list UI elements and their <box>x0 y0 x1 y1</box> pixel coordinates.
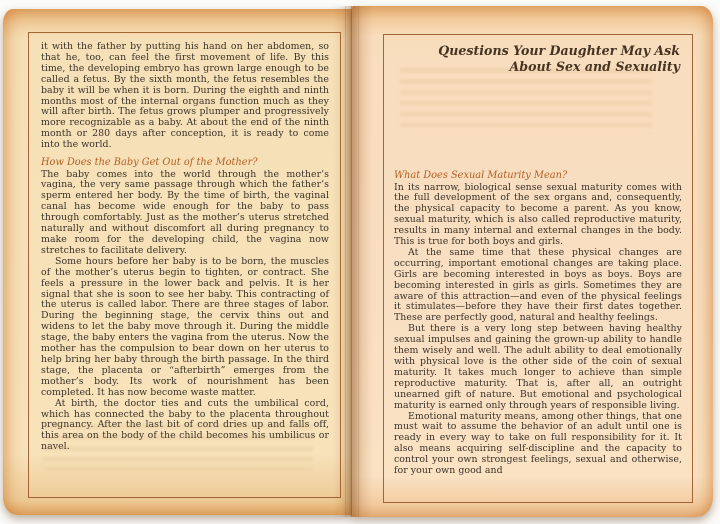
running-header-line: Questions Your Daughter May Ask <box>438 43 680 58</box>
paragraph: Some hours before her baby is to be born, the muscles of the mother’s uterus begin to tighten, or contract. She feels a pressure in the lower back and pelvis. It is her signal that she is soon to see her baby. This contracting of the uterus is called labor. There are three stages of labor. During the beginning stage, the cervix thins out and widens to let the baby move through it. During the middle stage, the baby enters the vagina from the uterus. Now the mother has the compulsion to bear down on her uterus to help bring her baby through the birth passage. In the third stage, the placenta or “afterbirth” emerges from the mother’s body. Its work of nourishment has been completed. It has now become waste matter. <box>41 255 329 398</box>
left-page-text-frame <box>28 32 341 498</box>
paragraph: At birth, the doctor ties and cuts the umbilical cord, which has connected the baby to the placenta throughout pregnancy. After the last bit of cord dries up and falls off, this area on the body of the child becomes his umbilicus or navel. <box>41 397 329 453</box>
open-book <box>3 6 713 517</box>
running-header-line: About Sex and Sexuality <box>509 59 680 74</box>
paragraph: Emotional maturity means, among other things, that one must wait to assume the behavior of an adult until one is ready in every way to take on full responsibility for it. It also means acquiring self-discipline and the capacity to control your own strongest feelings, sexual and otherwise, for your own good and <box>394 410 682 477</box>
section-heading: What Does Sexual Maturity Mean? <box>394 170 568 181</box>
right-page-text-frame <box>383 34 693 503</box>
section-heading: How Does the Baby Get Out of the Mother? <box>41 157 258 169</box>
left-page <box>3 9 353 515</box>
paragraph: But there is a very long step between having healthy sexual impulses and gaining the grown-up ability to handle them wisely and well. The adult ability to deal emotionally with physical love is the other side of the coin of sexual maturity. It takes much longer to achieve than simple reproductive maturity. That is, after all, an outright unearned gift of nature. But emotional and psychological maturity is earned only through years of responsible living. <box>394 323 682 411</box>
paragraph: In its narrow, biological sense sexual maturity comes with the full development of the sex organs and, consequently, the physical capacity to become a parent. As you know, sexual maturity, which is also called reproductive maturity, results in many internal and external changes in the body. This is true for both boys and girls. <box>394 181 682 248</box>
paragraph: At the same time that these physical changes are occurring, important emotional changes are taking place. Girls are becoming interested in boys as boys. Boys are becoming interested in girls as girls. Sometimes they are aware of this attraction—and even of the physical feelings it stimulates—before they have their first dates together. These are perfectly good, natural and healthy feelings. <box>394 246 682 324</box>
continuation-paragraph: it with the father by putting his hand on her abdomen, so that he, too, can feel the first movement of life. By this time, the developing embryo has grown large enough to be called a fetus. By the sixth month, the fetus resembles the baby it will be when it is born. During the eighth and ninth months most of the internal organs function much as they will after birth. The fetus grows plumper and progressively more recognizable as a baby. At about the end of the ninth month or 280 days after conception, it is ready to come into the world. <box>41 41 329 151</box>
paragraph: The baby comes into the world through the mother’s vagina, the very same passage through which the father’s sperm entered her body. By the time of birth, the vaginal canal has become wide enough for the baby to pass through comfortably. Just as the mother’s uterus stretched naturally and without discomfort all during pregnancy to make room for the developing child, the vagina now stretches to facilitate delivery. <box>41 168 329 256</box>
right-page <box>352 6 713 517</box>
running-header <box>394 43 682 75</box>
